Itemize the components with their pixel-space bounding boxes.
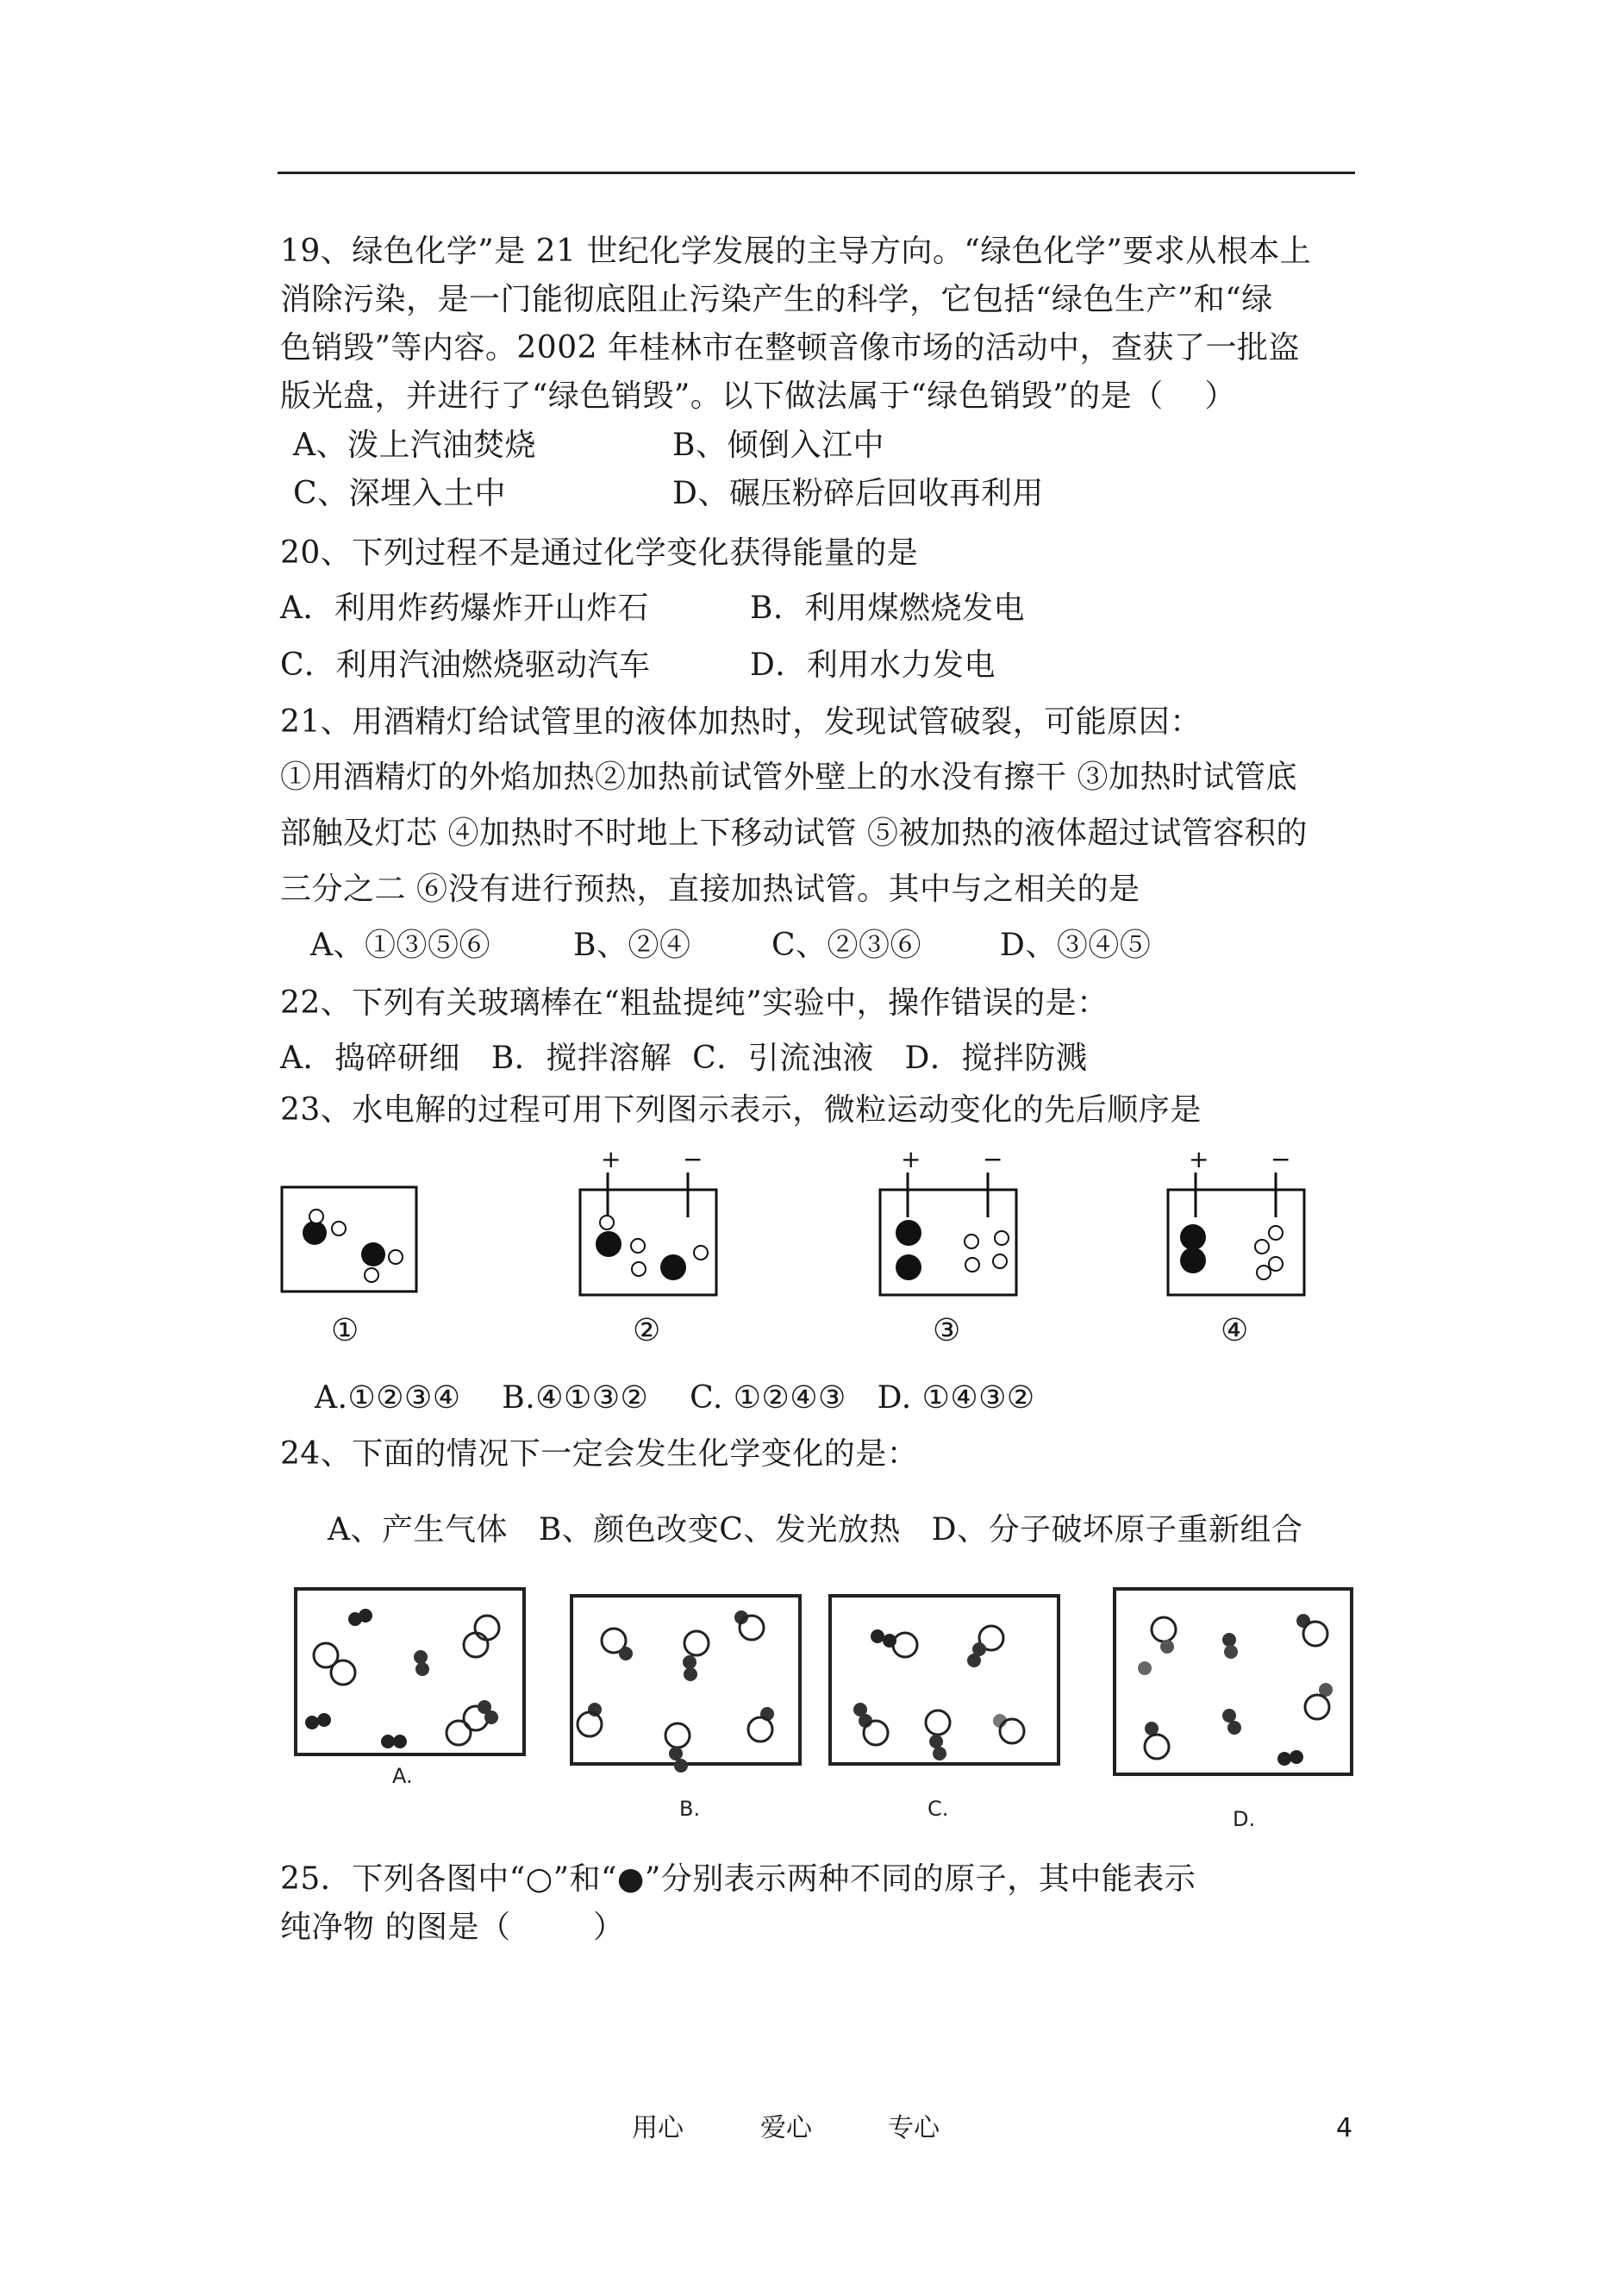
diagram-label-b: B. bbox=[679, 1797, 701, 1821]
q21-option-a: A、①③⑤⑥ bbox=[310, 928, 490, 963]
q19-line-4: 版光盘，并进行了“绿色销毁”。以下做法属于“绿色销毁”的是（ ） bbox=[280, 378, 1236, 414]
diagram-label-3: ③ bbox=[933, 1313, 961, 1348]
q19-option-a: A、泼上汽油焚烧 bbox=[293, 428, 536, 463]
molecule-diagram-c bbox=[828, 1593, 1062, 1826]
q24-options: A、产生气体 B、颜色改变C、发光放热 D、分子破坏原子重新组合 bbox=[328, 1512, 1303, 1548]
q21-option-d: D、③④⑤ bbox=[1000, 928, 1152, 963]
diagram-label-c: C. bbox=[928, 1797, 949, 1821]
electrolysis-diagram-4 bbox=[1165, 1147, 1312, 1302]
q21-option-b: B、②④ bbox=[573, 928, 691, 963]
electrolysis-diagram-3 bbox=[878, 1147, 1024, 1302]
q21-line-2: ①用酒精灯的外焰加热②加热前试管外壁上的水没有擦干 ③加热时试管底 bbox=[280, 760, 1297, 795]
minus-sign: − bbox=[683, 1147, 703, 1173]
molecule-diagram-b bbox=[569, 1593, 803, 1826]
footer-item-yongxin: 用心 bbox=[632, 2113, 684, 2143]
q19-line-1: 19、绿色化学”是 21 世纪化学发展的主导方向。“绿色化学”要求从根本上 bbox=[280, 234, 1312, 269]
diagram-label-4: ④ bbox=[1221, 1313, 1249, 1348]
plus-sign: + bbox=[601, 1147, 621, 1173]
diagram-label-1: ① bbox=[331, 1313, 359, 1348]
page-number: 4 bbox=[1336, 2113, 1353, 2143]
q21-line-3: 部触及灯芯 ④加热时不时地上下移动试管 ⑤被加热的液体超过试管容积的 bbox=[280, 816, 1308, 851]
q25-line-1: 25．下列各图中“○”和“●”分别表示两种不同的原子，其中能表示 bbox=[280, 1861, 1196, 1897]
q20-option-a: A．利用炸药爆炸开山炸石 bbox=[280, 591, 649, 626]
diagram-label-2: ② bbox=[633, 1313, 661, 1348]
q23-options: A.①②③④ B.④①③② C. ①②④③ D. ①④③② bbox=[315, 1380, 1035, 1416]
diagram-label-d: D. bbox=[1233, 1807, 1256, 1831]
header-rule bbox=[278, 172, 1355, 174]
footer-item-zhuanxin: 专心 bbox=[888, 2113, 940, 2143]
q22-options: A．捣碎研细 B．搅拌溶解 C．引流浊液 D．搅拌防溅 bbox=[280, 1041, 1088, 1076]
molecule-diagram-a bbox=[293, 1586, 528, 1789]
q20-option-c: C．利用汽油燃烧驱动汽车 bbox=[280, 647, 651, 683]
diagram-label-a: A. bbox=[392, 1764, 413, 1788]
minus-sign: − bbox=[1271, 1147, 1291, 1173]
plus-sign: + bbox=[901, 1147, 921, 1173]
q19-line-3: 色销毁”等内容。2002 年桂林市在整顿音像市场的活动中，查获了一批盗 bbox=[280, 330, 1300, 366]
electrolysis-diagram-2 bbox=[578, 1147, 724, 1302]
q19-option-d: D、碾压粉碎后回收再利用 bbox=[672, 476, 1044, 511]
minus-sign: − bbox=[983, 1147, 1003, 1173]
plus-sign: + bbox=[1189, 1147, 1209, 1173]
q25-line-2: 纯净物 的图是（ ） bbox=[280, 1910, 625, 1945]
electrolysis-diagram-1 bbox=[280, 1185, 418, 1298]
q19-line-2: 消除污染，是一门能彻底阻止污染产生的科学，它包括“绿色生产”和“绿 bbox=[280, 282, 1273, 317]
q21-line-1: 21、用酒精灯给试管里的液体加热时，发现试管破裂，可能原因： bbox=[280, 704, 1202, 740]
q23-stem: 23、水电解的过程可用下列图示表示，微粒运动变化的先后顺序是 bbox=[280, 1092, 1202, 1128]
q20-option-d: D．利用水力发电 bbox=[750, 647, 996, 683]
molecule-diagram-d bbox=[1112, 1586, 1358, 1832]
q20-stem: 20、下列过程不是通过化学变化获得能量的是 bbox=[280, 535, 919, 571]
footer-item-aixin: 爱心 bbox=[760, 2113, 812, 2143]
q21-line-4: 三分之二 ⑥没有进行预热，直接加热试管。其中与之相关的是 bbox=[280, 872, 1140, 907]
q20-option-b: B．利用煤燃烧发电 bbox=[750, 591, 1025, 626]
q19-option-c: C、深埋入土中 bbox=[293, 476, 507, 511]
q22-stem: 22、下列有关玻璃棒在“粗盐提纯”实验中，操作错误的是： bbox=[280, 985, 1109, 1021]
q24-stem: 24、下面的情况下一定会发生化学变化的是： bbox=[280, 1436, 919, 1472]
q19-option-b: B、倾倒入江中 bbox=[672, 428, 884, 463]
q21-option-c: C、②③⑥ bbox=[771, 928, 922, 963]
